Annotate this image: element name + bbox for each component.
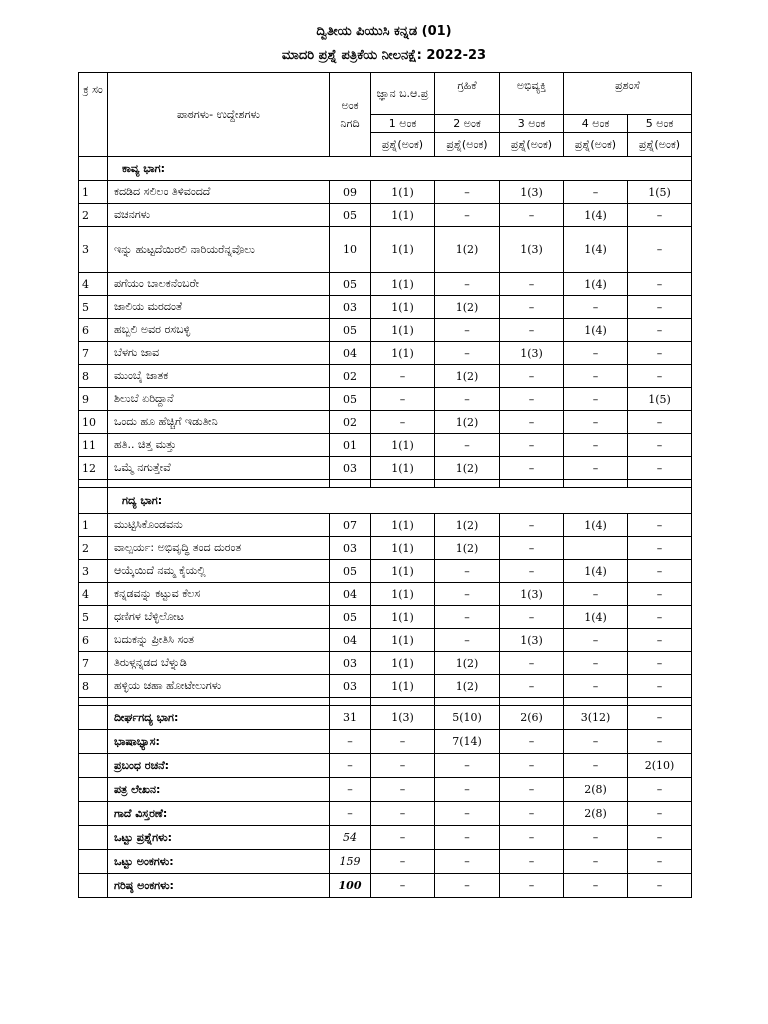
mark-1-cell: 1(1) bbox=[371, 560, 435, 583]
lesson-name: ಒಂದು ಹೂ ಹೆಚ್ಚಿಗೆ ಇಡುತೀನಿ bbox=[108, 411, 330, 434]
mark-3-cell: – bbox=[500, 514, 564, 537]
row-number: 3 bbox=[79, 560, 108, 583]
mark-1-cell: 1(1) bbox=[371, 606, 435, 629]
mark-2-cell: – bbox=[435, 434, 500, 457]
marks-cell: 03 bbox=[330, 537, 371, 560]
table-row bbox=[79, 583, 692, 606]
mark-3-cell: – bbox=[500, 826, 564, 850]
mark-5-cell: – bbox=[628, 826, 692, 850]
mark-5-cell: – bbox=[628, 629, 692, 652]
mark-5-cell: – bbox=[628, 802, 692, 826]
row-number: 1 bbox=[79, 514, 108, 537]
mark-3-cell: – bbox=[500, 778, 564, 802]
mark-2-cell: – bbox=[435, 606, 500, 629]
mark-5-cell: 1(5) bbox=[628, 181, 692, 204]
mark-5-cell: – bbox=[628, 411, 692, 434]
table-row bbox=[79, 537, 692, 560]
marks-cell: – bbox=[330, 802, 371, 826]
marks-cell: 03 bbox=[330, 652, 371, 675]
qm-header-1: ಪ್ರಶ್ನೆ(ಅಂಕ) bbox=[371, 133, 435, 157]
mark-2-cell: 1(2) bbox=[435, 457, 500, 480]
mark-4-cell: – bbox=[564, 181, 628, 204]
mark-3-cell: – bbox=[500, 754, 564, 778]
row-number: 5 bbox=[79, 296, 108, 319]
marks-cell: 05 bbox=[330, 560, 371, 583]
lesson-name: ಹಳ್ಳಿಯ ಚಹಾ ಹೋಟೇಲುಗಳು bbox=[108, 675, 330, 698]
summary-row bbox=[79, 874, 692, 898]
marks-cell: 05 bbox=[330, 273, 371, 296]
mark-3-cell: 2(6) bbox=[500, 706, 564, 730]
row-number: 3 bbox=[79, 227, 108, 273]
mark-4-cell: – bbox=[564, 583, 628, 606]
mark-2-cell: 5(10) bbox=[435, 706, 500, 730]
row-number: 2 bbox=[79, 204, 108, 227]
mark-4-cell: – bbox=[564, 388, 628, 411]
mark-4-cell: 3(12) bbox=[564, 706, 628, 730]
row-number bbox=[79, 874, 108, 898]
mark-3-cell: – bbox=[500, 675, 564, 698]
row-number: 8 bbox=[79, 365, 108, 388]
mark-1-cell: 1(1) bbox=[371, 537, 435, 560]
mark-5-cell: – bbox=[628, 778, 692, 802]
mark-2-cell: – bbox=[435, 204, 500, 227]
mark-1-cell: 1(1) bbox=[371, 204, 435, 227]
mark-2-cell: 1(2) bbox=[435, 365, 500, 388]
lesson-name: ಹಬ್ಬಲಿ ಅವರ ರಸಬಳ್ಳಿ bbox=[108, 319, 330, 342]
mark-3-cell: – bbox=[500, 365, 564, 388]
mark-5-cell: – bbox=[628, 850, 692, 874]
mark-2-cell: – bbox=[435, 778, 500, 802]
lesson-name: ಆಯ್ಕೆಯಿದೆ ನಮ್ಮ ಕೈಯಲ್ಲಿ bbox=[108, 560, 330, 583]
sl-header: ಕ್ರ ಸಂ bbox=[79, 73, 108, 157]
marks-cell: 04 bbox=[330, 583, 371, 606]
mark-2-cell: – bbox=[435, 319, 500, 342]
mark-4-cell: 1(4) bbox=[564, 204, 628, 227]
row-number: 1 bbox=[79, 181, 108, 204]
lesson-name: ಮುಟ್ಟಿಸಿಕೊಂಡವನು bbox=[108, 514, 330, 537]
row-number: 4 bbox=[79, 583, 108, 606]
mark-4-cell: – bbox=[564, 730, 628, 754]
mark-5-cell: – bbox=[628, 227, 692, 273]
lesson-name: ವಚನಗಳು bbox=[108, 204, 330, 227]
mark-2-cell: 1(2) bbox=[435, 537, 500, 560]
mark-1-cell: – bbox=[371, 802, 435, 826]
mark-2-cell: – bbox=[435, 342, 500, 365]
mark-5-cell: – bbox=[628, 342, 692, 365]
mark-5-cell: – bbox=[628, 514, 692, 537]
mark-3-cell: 1(3) bbox=[500, 181, 564, 204]
table-row bbox=[79, 319, 692, 342]
mark-2-cell: – bbox=[435, 826, 500, 850]
mark-2-cell: – bbox=[435, 273, 500, 296]
lesson-name: ಬೆಳಗು ಜಾವ bbox=[108, 342, 330, 365]
mark-3-cell: – bbox=[500, 296, 564, 319]
lesson-name: ಪಗೆಯಂ ಬಾಲಕನೆಂಬರೇ bbox=[108, 273, 330, 296]
table-row bbox=[79, 457, 692, 480]
lesson-name: ಒಮ್ಮೆ ನಗುತ್ತೇವೆ bbox=[108, 457, 330, 480]
table-row bbox=[79, 273, 692, 296]
mark-2-cell: – bbox=[435, 388, 500, 411]
mark-2-cell: 1(2) bbox=[435, 652, 500, 675]
mark-4-cell: 1(4) bbox=[564, 514, 628, 537]
mark-2-cell: 1(2) bbox=[435, 296, 500, 319]
mark-1-cell: 1(1) bbox=[371, 629, 435, 652]
table-row bbox=[79, 434, 692, 457]
table-row bbox=[79, 629, 692, 652]
document-subtitle: ಮಾದರಿ ಪ್ರಶ್ನೆ ಪತ್ರಿಕೆಯ ನೀಲನಕ್ಷೆ: 2022-23 bbox=[281, 48, 487, 63]
marks-cell: 31 bbox=[330, 706, 371, 730]
mark-2-cell: 1(2) bbox=[435, 411, 500, 434]
marks-cell: 07 bbox=[330, 514, 371, 537]
marks-cell: 09 bbox=[330, 181, 371, 204]
mark-2-cell: – bbox=[435, 802, 500, 826]
summary-label: ಪ್ರಬಂಧ ರಚನೆ: bbox=[108, 754, 330, 778]
appreciation-header: ಪ್ರಶಂಸೆ bbox=[564, 73, 692, 115]
header-row-1 bbox=[79, 73, 692, 115]
row-number: 9 bbox=[79, 388, 108, 411]
row-number: 10 bbox=[79, 411, 108, 434]
marks-cell: 03 bbox=[330, 457, 371, 480]
mark-5-cell: – bbox=[628, 706, 692, 730]
row-number: 5 bbox=[79, 606, 108, 629]
poetry-section-title: ಕಾವ್ಯ ಭಾಗ: bbox=[108, 157, 692, 181]
table-row bbox=[79, 652, 692, 675]
mark-3-cell: 1(3) bbox=[500, 227, 564, 273]
mark-1-cell: – bbox=[371, 730, 435, 754]
table-row bbox=[79, 204, 692, 227]
mark-2-cell: – bbox=[435, 629, 500, 652]
summary-label: ಭಾಷಾಭ್ಯಾಸ: bbox=[108, 730, 330, 754]
mark-4-cell: 2(8) bbox=[564, 802, 628, 826]
mark-1-cell: 1(1) bbox=[371, 342, 435, 365]
table-row bbox=[79, 181, 692, 204]
lesson-name: ತಿರುಳ್ಗನ್ನಡದ ಬೆಳ್ನುಡಿ bbox=[108, 652, 330, 675]
table-row bbox=[79, 675, 692, 698]
mark-3-cell: – bbox=[500, 457, 564, 480]
row-number bbox=[79, 706, 108, 730]
marks-cell: 01 bbox=[330, 434, 371, 457]
mark-1-cell: – bbox=[371, 850, 435, 874]
mark-1-cell: – bbox=[371, 826, 435, 850]
mark-2-cell: – bbox=[435, 754, 500, 778]
mark-5-cell: – bbox=[628, 675, 692, 698]
mark-4-cell: – bbox=[564, 874, 628, 898]
marks-cell: 05 bbox=[330, 319, 371, 342]
mark-4-cell: 1(4) bbox=[564, 227, 628, 273]
mark-3-cell: – bbox=[500, 850, 564, 874]
qm-header-5: ಪ್ರಶ್ನೆ(ಅಂಕ) bbox=[628, 133, 692, 157]
blueprint-table bbox=[78, 72, 692, 898]
mark-1-cell: 1(1) bbox=[371, 652, 435, 675]
mark-1-cell: 1(1) bbox=[371, 319, 435, 342]
summary-row bbox=[79, 778, 692, 802]
lesson-name: ಧಣಿಗಳ ಬೆಳ್ಳಿಲೋಟ bbox=[108, 606, 330, 629]
marks-cell: 04 bbox=[330, 629, 371, 652]
marks-cell: 100 bbox=[330, 874, 371, 898]
marks-cell: 10 bbox=[330, 227, 371, 273]
mark-3-cell: – bbox=[500, 537, 564, 560]
mark-4-header: 4 ಅಂಕ bbox=[564, 115, 628, 133]
qm-header-4: ಪ್ರಶ್ನೆ(ಅಂಕ) bbox=[564, 133, 628, 157]
mark-2-cell: 1(2) bbox=[435, 514, 500, 537]
mark-4-cell: 2(8) bbox=[564, 778, 628, 802]
mark-1-cell: 1(1) bbox=[371, 514, 435, 537]
marks-cell: 02 bbox=[330, 365, 371, 388]
summary-label: ಗರಿಷ್ಠ ಅಂಕಗಳು: bbox=[108, 874, 330, 898]
mark-4-cell: 1(4) bbox=[564, 560, 628, 583]
mark-2-cell: 1(2) bbox=[435, 675, 500, 698]
mark-1-cell: – bbox=[371, 388, 435, 411]
mark-3-cell: 1(3) bbox=[500, 629, 564, 652]
marks-cell: 03 bbox=[330, 675, 371, 698]
mark-3-cell: – bbox=[500, 874, 564, 898]
mark-1-cell: 1(1) bbox=[371, 227, 435, 273]
lesson-name: ಬದುಕನ್ನು ಪ್ರೀತಿಸಿ ಸಂತ bbox=[108, 629, 330, 652]
mark-3-header: 3 ಅಂಕ bbox=[500, 115, 564, 133]
marks-cell: 159 bbox=[330, 850, 371, 874]
row-number bbox=[79, 802, 108, 826]
mark-2-cell: – bbox=[435, 874, 500, 898]
mark-1-cell: 1(1) bbox=[371, 181, 435, 204]
poetry-section-row bbox=[79, 157, 692, 181]
mark-4-cell: 1(4) bbox=[564, 606, 628, 629]
table-row bbox=[79, 296, 692, 319]
mark-5-cell: – bbox=[628, 874, 692, 898]
row-number: 8 bbox=[79, 675, 108, 698]
mark-3-cell: – bbox=[500, 652, 564, 675]
table-row bbox=[79, 606, 692, 629]
marks-cell: 02 bbox=[330, 411, 371, 434]
row-number: 11 bbox=[79, 434, 108, 457]
row-number: 12 bbox=[79, 457, 108, 480]
mark-5-cell: – bbox=[628, 273, 692, 296]
mark-4-cell: 1(4) bbox=[564, 273, 628, 296]
qm-header-3: ಪ್ರಶ್ನೆ(ಅಂಕ) bbox=[500, 133, 564, 157]
mark-3-cell: – bbox=[500, 411, 564, 434]
marks-cell: 04 bbox=[330, 342, 371, 365]
row-number: 6 bbox=[79, 629, 108, 652]
marks-cell: 54 bbox=[330, 826, 371, 850]
mark-4-cell: – bbox=[564, 754, 628, 778]
mark-1-cell: – bbox=[371, 411, 435, 434]
marks-header: ಅಂಕ ನಿಗದಿ bbox=[330, 73, 371, 157]
table-row bbox=[79, 342, 692, 365]
knowledge-header: ಜ್ಞಾನ ಬ.ಆ.ಪ್ರ bbox=[371, 73, 435, 115]
mark-2-cell: – bbox=[435, 560, 500, 583]
marks-cell: 05 bbox=[330, 204, 371, 227]
summary-label: ಒಟ್ಟು ಅಂಕಗಳು: bbox=[108, 850, 330, 874]
mark-5-cell: – bbox=[628, 434, 692, 457]
lesson-name: ಕನ್ನಡವನ್ನು ಕಟ್ಟುವ ಕೆಲಸ bbox=[108, 583, 330, 606]
document-title: ದ್ವಿತೀಯ ಪಿಯುಸಿ ಕನ್ನಡ (01) bbox=[316, 24, 452, 39]
mark-3-cell: – bbox=[500, 560, 564, 583]
mark-5-cell: – bbox=[628, 583, 692, 606]
mark-1-cell: 1(1) bbox=[371, 296, 435, 319]
mark-4-cell: 1(4) bbox=[564, 319, 628, 342]
mark-5-cell: – bbox=[628, 296, 692, 319]
mark-1-header: 1 ಅಂಕ bbox=[371, 115, 435, 133]
marks-cell: 05 bbox=[330, 606, 371, 629]
lessons-header: ಪಾಠಗಳು- ಉದ್ದೇಶಗಳು bbox=[108, 73, 330, 157]
summary-label: ಪತ್ರ ಲೇಖನ: bbox=[108, 778, 330, 802]
mark-1-cell: 1(1) bbox=[371, 583, 435, 606]
mark-5-cell: – bbox=[628, 652, 692, 675]
mark-1-cell: 1(3) bbox=[371, 706, 435, 730]
mark-5-cell: – bbox=[628, 560, 692, 583]
mark-1-cell: 1(1) bbox=[371, 457, 435, 480]
mark-5-cell: – bbox=[628, 319, 692, 342]
mark-5-cell: – bbox=[628, 606, 692, 629]
mark-4-cell: – bbox=[564, 675, 628, 698]
row-number bbox=[79, 826, 108, 850]
mark-4-cell: – bbox=[564, 652, 628, 675]
mark-4-cell: – bbox=[564, 296, 628, 319]
mark-1-cell: 1(1) bbox=[371, 434, 435, 457]
mark-3-cell: – bbox=[500, 273, 564, 296]
mark-3-cell: 1(3) bbox=[500, 342, 564, 365]
mark-5-cell: 2(10) bbox=[628, 754, 692, 778]
summary-row bbox=[79, 850, 692, 874]
mark-4-cell: – bbox=[564, 365, 628, 388]
row-number bbox=[79, 778, 108, 802]
row-number: 6 bbox=[79, 319, 108, 342]
lesson-name: ಜಾಲಿಯ ಮರದಂತೆ bbox=[108, 296, 330, 319]
row-number: 7 bbox=[79, 652, 108, 675]
mark-3-cell: 1(3) bbox=[500, 583, 564, 606]
row-number: 7 bbox=[79, 342, 108, 365]
mark-4-cell bbox=[564, 537, 628, 560]
table-row bbox=[79, 227, 692, 273]
mark-1-cell: – bbox=[371, 754, 435, 778]
lesson-name: ಇನ್ನು ಹುಟ್ಟದೆಯಿರಲಿ ನಾರಿಯರೆನ್ನವೊಲು bbox=[108, 227, 330, 273]
mark-5-cell: – bbox=[628, 204, 692, 227]
mark-2-cell: 1(2) bbox=[435, 227, 500, 273]
mark-1-cell: 1(1) bbox=[371, 273, 435, 296]
mark-4-cell: – bbox=[564, 826, 628, 850]
table-row bbox=[79, 365, 692, 388]
mark-3-cell: – bbox=[500, 388, 564, 411]
mark-3-cell: – bbox=[500, 434, 564, 457]
prose-section-row bbox=[79, 488, 692, 514]
mark-4-cell: – bbox=[564, 434, 628, 457]
qm-header-2: ಪ್ರಶ್ನೆ(ಅಂಕ) bbox=[435, 133, 500, 157]
row-number bbox=[79, 754, 108, 778]
mark-2-cell: – bbox=[435, 583, 500, 606]
summary-label: ಒಟ್ಟು ಪ್ರಶ್ನೆಗಳು: bbox=[108, 826, 330, 850]
mark-1-cell: 1(1) bbox=[371, 675, 435, 698]
mark-5-cell: – bbox=[628, 537, 692, 560]
marks-cell: – bbox=[330, 754, 371, 778]
spacer-row bbox=[79, 698, 692, 706]
summary-label: ದೀರ್ಘಗದ್ಯ ಭಾಗ: bbox=[108, 706, 330, 730]
mark-1-cell: – bbox=[371, 778, 435, 802]
mark-3-cell: – bbox=[500, 730, 564, 754]
lesson-name: ಹತಿ.. ಚಿತ್ತ ಮತ್ತು bbox=[108, 434, 330, 457]
summary-row bbox=[79, 802, 692, 826]
lesson-name: ವಾಲ್ಪರ್ಯ: ಅಭಿವೃದ್ಧಿ ತಂದ ದುರಂತ bbox=[108, 537, 330, 560]
mark-4-cell: – bbox=[564, 629, 628, 652]
spacer-row bbox=[79, 480, 692, 488]
marks-cell: – bbox=[330, 730, 371, 754]
mark-4-cell: – bbox=[564, 850, 628, 874]
mark-4-cell: – bbox=[564, 457, 628, 480]
table-row bbox=[79, 560, 692, 583]
lesson-name: ಕದಡಿದ ಸಲಿಲಂ ತಿಳಿವಂದದೆ bbox=[108, 181, 330, 204]
mark-4-cell: – bbox=[564, 411, 628, 434]
summary-label: ಗಾದೆ ವಿಸ್ತರಣೆ: bbox=[108, 802, 330, 826]
mark-1-cell: – bbox=[371, 365, 435, 388]
marks-cell: 05 bbox=[330, 388, 371, 411]
mark-3-cell: – bbox=[500, 204, 564, 227]
lesson-name: ಮುಂಬೈ ಜಾತಕ bbox=[108, 365, 330, 388]
mark-4-cell: – bbox=[564, 342, 628, 365]
mark-2-cell: – bbox=[435, 181, 500, 204]
mark-5-cell: – bbox=[628, 730, 692, 754]
mark-3-cell: – bbox=[500, 802, 564, 826]
mark-5-header: 5 ಅಂಕ bbox=[628, 115, 692, 133]
marks-cell: 03 bbox=[330, 296, 371, 319]
expression-header: ಅಭಿವ್ಯಕ್ತಿ bbox=[500, 73, 564, 115]
row-number: 4 bbox=[79, 273, 108, 296]
mark-2-cell: – bbox=[435, 850, 500, 874]
table-row bbox=[79, 514, 692, 537]
summary-row bbox=[79, 706, 692, 730]
row-number bbox=[79, 850, 108, 874]
mark-2-cell: 7(14) bbox=[435, 730, 500, 754]
mark-1-cell: – bbox=[371, 874, 435, 898]
marks-cell: – bbox=[330, 778, 371, 802]
table-row bbox=[79, 388, 692, 411]
summary-row bbox=[79, 826, 692, 850]
mark-3-cell: – bbox=[500, 606, 564, 629]
table-row bbox=[79, 411, 692, 434]
prose-section-title: ಗದ್ಯ ಭಾಗ: bbox=[108, 488, 692, 514]
row-number: 2 bbox=[79, 537, 108, 560]
summary-row bbox=[79, 730, 692, 754]
mark-3-cell: – bbox=[500, 319, 564, 342]
mark-2-header: 2 ಅಂಕ bbox=[435, 115, 500, 133]
row-number bbox=[79, 730, 108, 754]
understanding-header: ಗ್ರಹಿಕೆ bbox=[435, 73, 500, 115]
lesson-name: ಶಿಲುಬೆ ಏರಿದ್ದಾನೆ bbox=[108, 388, 330, 411]
summary-row bbox=[79, 754, 692, 778]
mark-5-cell: 1(5) bbox=[628, 388, 692, 411]
mark-5-cell: – bbox=[628, 365, 692, 388]
mark-5-cell: – bbox=[628, 457, 692, 480]
